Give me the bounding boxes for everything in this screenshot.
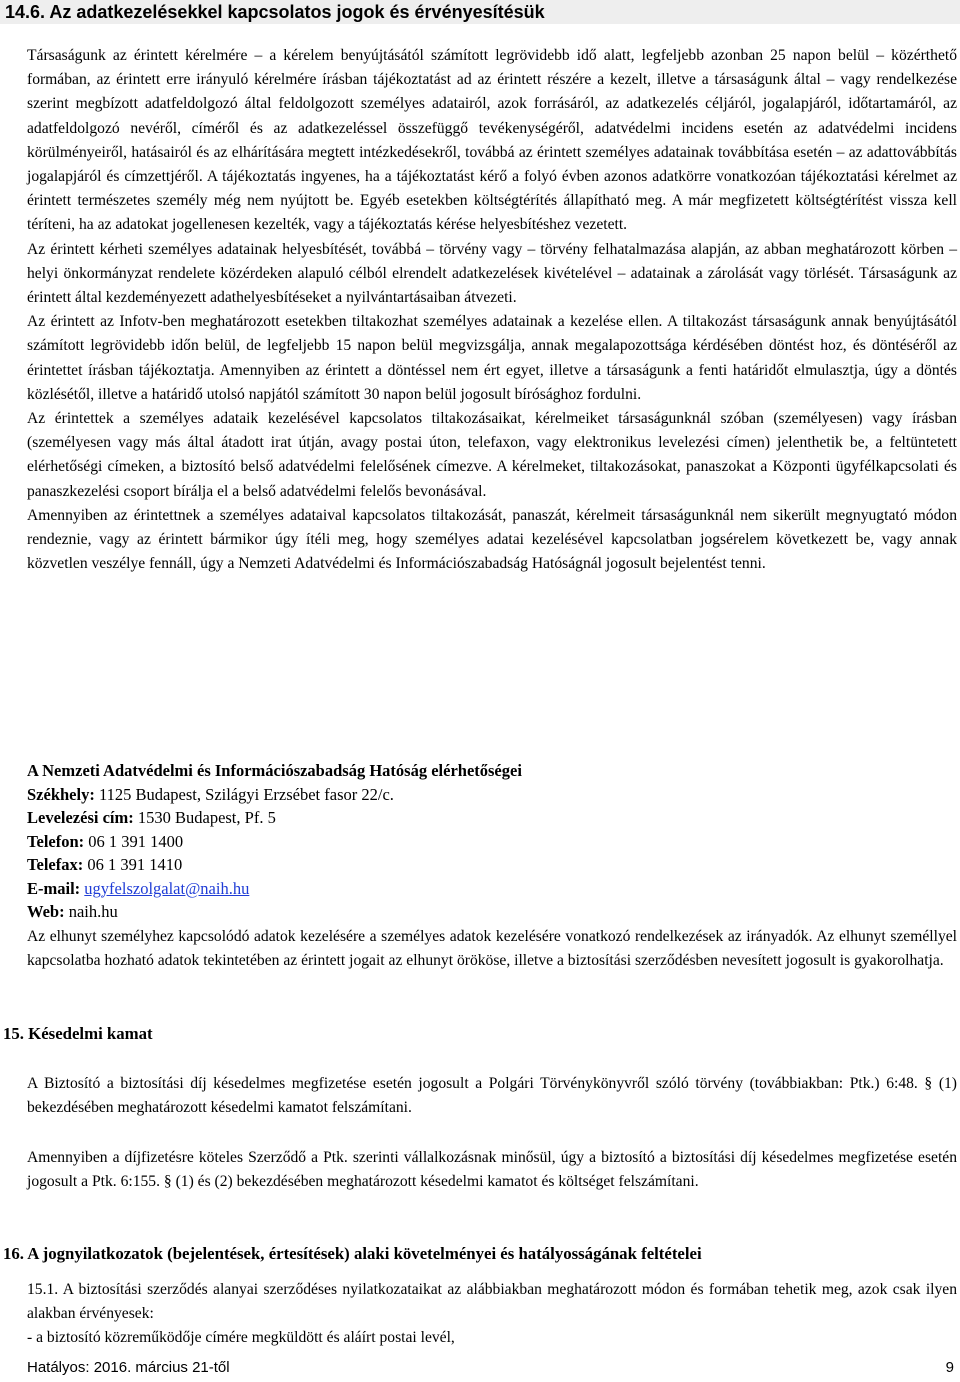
declaration-form-paragraph: 15.1. A biztosítási szerződés alanyai szerződéses nyilatkozataikat az alábbiakban meghatározott módon és formában tehetik meg, azok csak ilyen alakban érvényesek: xyxy=(27,1281,957,1323)
naih-seat: Székhely: 1125 Budapest, Szilágyi Erzsébet fasor 22/c. xyxy=(27,784,394,804)
late-interest-paragraph: A Biztosító a biztosítási díj késedelmes megfizetése esetén jogosult a Polgári Törvénykönyvről szóló törvény (továbbiakban: Ptk.) 6:48. § (1) bekezdésében meghatározott késedelmi kamatot felszámítani. xyxy=(27,1075,957,1117)
section-14-6-body xyxy=(27,44,957,576)
paragraph-objection-right: Az érintett az Infotv-ben meghatározott esetekben tiltakozhat személyes adatainak a kezelése ellen. A tiltakozást társaságunk annak benyújtásától számított legrövidebb időn belül, de legfeljebb 15 napon belül megvizsgálja, annak megalapozottsága kérdésében döntést hoz, és döntéséről az érintettet írásban tájékoztatja. Amennyiben az érintett a döntéssel nem ért egyet, illetve a társaságunk a fenti határidőt elmulasztja, úgy a döntés közlésétől, illetve a határidő utolsó napjától számított 30 napon belül jogosult bírósághoz fordulni. xyxy=(27,313,957,403)
naih-email-link[interactable]: ugyfelszolgalat@naih.hu xyxy=(84,878,250,898)
footer-page-number: 9 xyxy=(945,1359,954,1376)
paragraph-information-right: Társaságunk az érintett kérelmére – a kérelem benyújtásától számított legrövidebb idő alatt, legfeljebb azonban 25 napon belül – közérthető formában, az érintett erre irányuló kérelmére írásban tájékoztatást ad az érintett részére a kezelt, illetve a társaságunk által – vagy rendelkezése szerint megbízott adatfeldolgozó által feldolgozott személyes adatairól, azok forrásáról, az adatkezelés céljáról, jogalapjáról, időtartamáról, az adatfeldolgozó nevéről, címéről és az adatkezeléssel összefüggő tevékenységéről, adatvédelmi incidens esetén az adatvédelmi incidens körülményeiről, hatásairól és az elhárítására megtett intézkedésekről, továbbá az érintett személyes adatainak továbbítása esetén – az adattovábbítás jogalapjáról és címzettjéről. A tájékoztatás ingyenes, ha a tájékoztatást kérő a folyó évben azonos adatkörre vonatkozóan tájékoztatási kérelmet az érintett természetes személy még nem nyújtott be. Egyéb esetekben költségtérítés állapítható meg. A már megfizetett költségtérítést vissza kell téríteni, ha az adatokat jogellenesen kezelték, vagy a tájékoztatás kérése helyesbítéshez vezetett. xyxy=(27,47,957,234)
section-15-heading: 15. Késedelmi kamat xyxy=(3,1024,153,1043)
naih-phone: Telefon: 06 1 391 1400 xyxy=(27,831,184,851)
declaration-list-item: - a biztosító közreműködője címére megküldött és aláírt postai levél, xyxy=(27,1329,455,1347)
section-14-6-heading-bar xyxy=(0,0,960,24)
section-15-body-2 xyxy=(27,1146,957,1194)
deceased-note-block xyxy=(27,925,957,973)
section-14-6-heading: 14.6. Az adatkezelésekkel kapcsolatos jogok és érvényesítésük xyxy=(5,2,545,22)
naih-contact-block xyxy=(27,759,957,924)
naih-web: Web: naih.hu xyxy=(27,902,118,921)
paragraph-authority-report: Amennyiben az érintettnek a személyes adataival kapcsolatos tiltakozását, panaszát, kérelmeit társaságunknál nem sikerült megnyugtató módon rendeznie, vagy az érintett bármikor úgy ítéli meg, hogy személyes adatai kezelésével kapcsolatban jogsérelem következett be, vagy annak közvetlen veszélye fennáll, úgy a Nemzeti Adatvédelmi és Információszabadság Hatóságnál jogosult bejelentést tenni. xyxy=(27,506,957,573)
section-15-body-1 xyxy=(27,1072,957,1120)
naih-email: E-mail: ugyfelszolgalat@naih.hu xyxy=(27,878,250,898)
footer-effective-date: Hatályos: 2016. március 21-től xyxy=(27,1359,230,1376)
naih-mail-address: Levelezési cím: 1530 Budapest, Pf. 5 xyxy=(27,808,276,827)
paragraph-rectification-right: Az érintett kérheti személyes adatainak helyesbítését, továbbá – törvény vagy – törvény felhatalmazása alapján, az abban meghatározott körben – helyi önkormányzat rendelete közérdeken alapuló célból elrendelt adatkezelések kivételével – adatainak a zárolását vagy törlését. Társaságunk az érintett által kezdeményezett adathelyesbítéseket a nyilvántartásaiban átvezeti. xyxy=(27,240,957,307)
paragraph-complaint-channels: Az érintettek a személyes adataik kezelésével kapcsolatos tiltakozásaikat, kérelmeiket társaságunknál szóban (személyesen) vagy írásban (személyesen vagy más által átadott irat útján, avagy postai úton, telefaxon, vagy elektronikus levelezési címen) jelenthetik be, a feltüntetett elérhetőségi címeken, a biztosító belső adatvédelmi felelősének címezve. A kérelmeket, tiltakozásokat, panaszokat a Központi ügyfélkapcsolati és panaszkezelési csoport bírálja el a belső adatvédelmi felelős bevonásával. xyxy=(27,410,957,500)
deceased-note: Az elhunyt személyhez kapcsolódó adatok kezelésére a személyes adatok kezelésére vonatkozó rendelkezések az irányadók. Az elhunyt személlyel kapcsolatba hozható adatok tekintetében az érintett jogait az elhunyt örököse, illetve a biztosítási szerződésben nevesített jogosult is gyakorolhatja. xyxy=(27,928,957,970)
business-late-interest-paragraph: Amennyiben a díjfizetésre köteles Szerződő a Ptk. szerinti vállalkozásnak minősül, úgy a biztosító a biztosítási díj késedelmes megfizetése esetén jogosult a Ptk. 6:155. § (1) és (2) bekezdésében meghatározott késedelmi kamatot és költséget felszámítani. xyxy=(27,1149,957,1191)
naih-fax: Telefax: 06 1 391 1410 xyxy=(27,855,183,874)
section-16-heading: 16. A jognyilatkozatok (bejelentések, értesítések) alaki követelményei és hatályosságának feltételei xyxy=(3,1244,702,1263)
naih-title: A Nemzeti Adatvédelmi és Információszabadság Hatóság elérhetőségei xyxy=(27,761,522,780)
section-16-body xyxy=(27,1278,957,1351)
